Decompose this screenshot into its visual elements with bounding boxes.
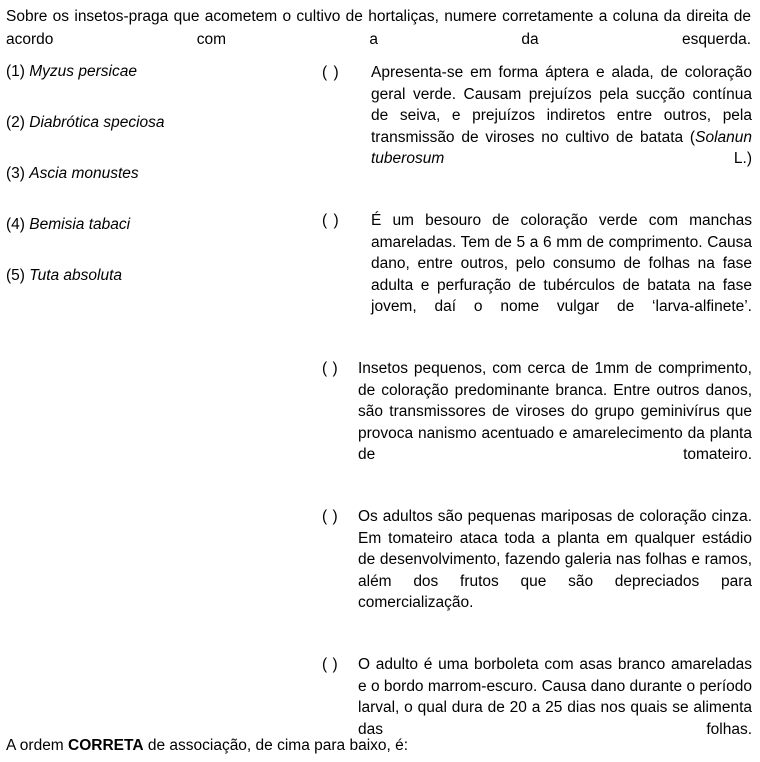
answer-blank[interactable]: ( ) — [322, 508, 339, 525]
answer-prompt-suffix: de associação, de cima para baixo, é: — [143, 737, 409, 754]
answer-blank[interactable]: ( ) — [322, 360, 339, 377]
description-text — [371, 62, 752, 191]
species-name: Tuta absoluta — [29, 267, 123, 284]
association-row — [322, 210, 752, 339]
description-part-after: L.) — [444, 150, 752, 167]
answer-blank[interactable]: ( ) — [322, 656, 339, 673]
list-item — [6, 266, 306, 317]
right-column-descriptions — [322, 62, 752, 762]
list-item — [6, 62, 306, 113]
left-column-species-list — [6, 62, 306, 317]
association-row — [322, 506, 752, 635]
species-name: Myzus persicae — [29, 63, 137, 80]
association-row — [322, 62, 752, 191]
answer-prompt-emphasis: CORRETA — [68, 737, 144, 754]
species-name: Ascia monustes — [29, 165, 139, 182]
description-text: O adulto é uma borboleta com asas branco amareladas e o bordo marrom-escuro. Causa dano durante o período larval, o qual dura de 20 a 25 dias nos quais se alimenta das folhas. — [358, 656, 752, 738]
description-text: Insetos pequenos, com cerca de 1mm de comprimento, de coloração predominante branca. Entre outros danos, são transmissores de viroses do grupo geminivírus que provoca nanismo acentuado e amarelecimento da planta de tomateiro. — [358, 360, 752, 463]
species-name: Bemisia tabaci — [29, 216, 131, 233]
answer-prompt-prefix: A ordem — [6, 737, 69, 754]
species-number: (1) — [6, 63, 25, 80]
description-part-before: Apresenta-se em forma áptera e alada, de coloração geral verde. Causam prejuízos pela sucção contínua de seiva, e prejuízos indiretos entre outros, pela transmissão de viroses no cultivo de batata ( — [371, 64, 752, 146]
scientific-name: Solanun tuberosum — [371, 128, 752, 167]
answer-blank[interactable]: ( ) — [322, 64, 340, 81]
description-text: É um besouro de coloração verde com manchas amareladas. Tem de 5 a 6 mm de comprimento. Causa dano, entre outros, pelo consumo de folhas na fase adulta e perfuração de tubérculos de batata na fase jovem, daí o nome vulgar de ‘larva-alfinete’. — [371, 212, 752, 315]
species-number: (3) — [6, 165, 25, 182]
species-number: (5) — [6, 267, 25, 284]
association-row — [322, 358, 752, 487]
list-item — [6, 113, 306, 164]
species-name: Diabrótica speciosa — [29, 114, 165, 131]
description-text: Os adultos são pequenas mariposas de coloração cinza. Em tomateiro ataca toda a planta em qualquer estádio de desenvolvimento, fazendo galeria nas folhas e ramos, além dos frutos que são depreciados para comercialização. — [358, 508, 752, 611]
species-number: (2) — [6, 114, 25, 131]
answer-blank[interactable]: ( ) — [322, 212, 340, 229]
species-number: (4) — [6, 216, 25, 233]
list-item — [6, 215, 306, 266]
answer-prompt — [6, 735, 751, 756]
question-statement: Sobre os insetos-praga que acometem o cultivo de hortaliças, numere corretamente a coluna da direita de acordo com a da esquerda. — [6, 8, 751, 48]
list-item — [6, 164, 306, 215]
